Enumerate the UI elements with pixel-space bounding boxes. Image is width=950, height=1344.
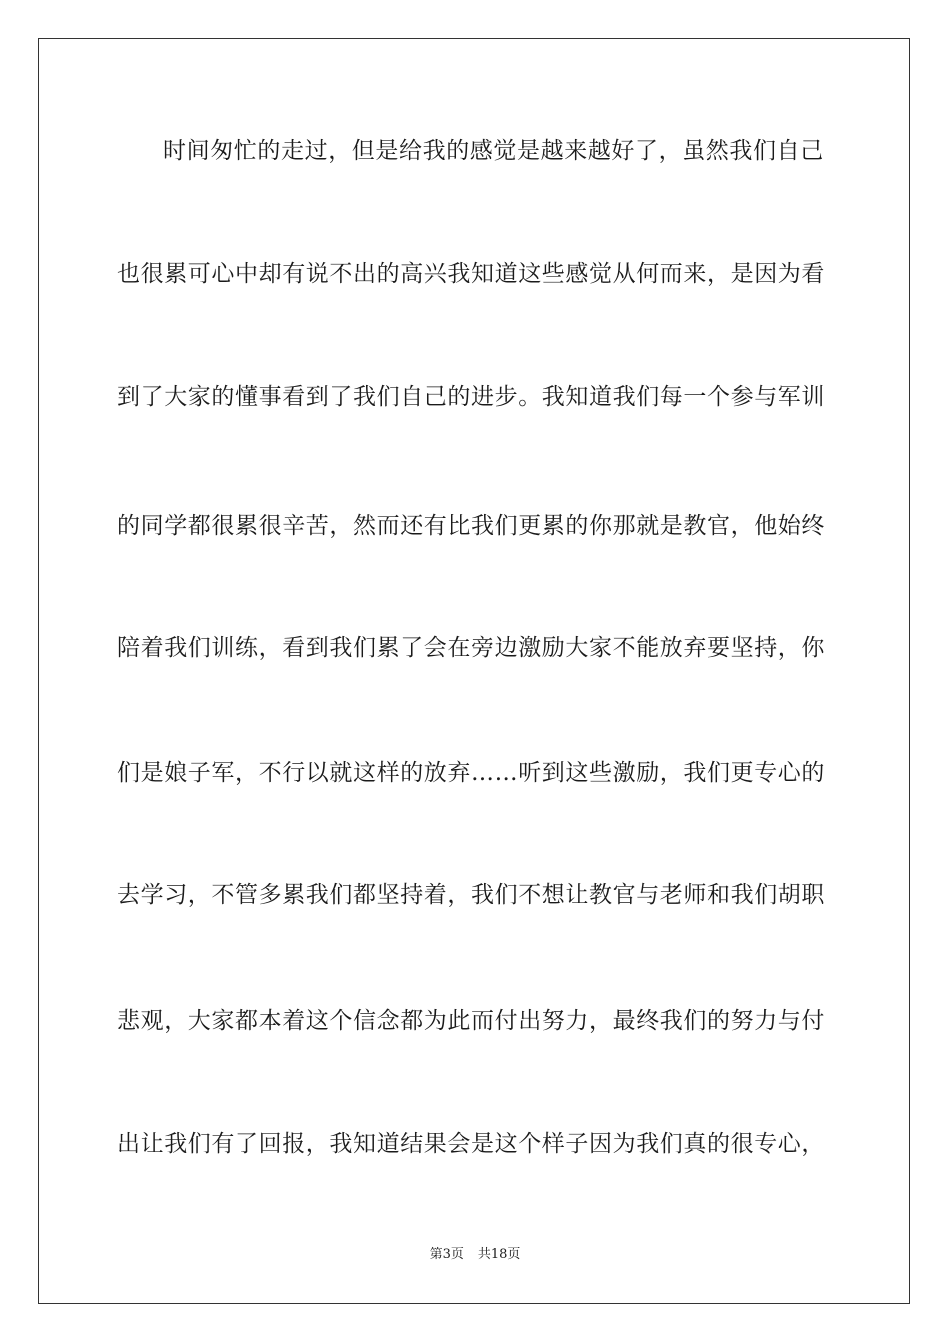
paragraph-line: 陪着我们训练，看到我们累了会在旁边激励大家不能放弃要坚持，你 [117, 635, 825, 661]
page-number: 第3页 [429, 1247, 464, 1262]
paragraph-line: 去学习，不管多累我们都坚持着，我们不想让教官与老师和我们胡职 [117, 882, 825, 908]
page-footer [0, 1247, 950, 1263]
page-border [38, 38, 910, 1304]
paragraph-line: 悲观，大家都本着这个信念都为此而付出努力，最终我们的努力与付 [117, 1008, 825, 1034]
paragraph-line: 也很累可心中却有说不出的高兴我知道这些感觉从何而来，是因为看 [117, 261, 825, 287]
paragraph-line: 们是娘子军，不行以就这样的放弃……听到这些激励，我们更专心的 [117, 760, 825, 786]
page-total: 共18页 [477, 1247, 521, 1262]
paragraph-line: 到了大家的懂事看到了我们自己的进步。我知道我们每一个参与军训 [117, 384, 825, 410]
paragraph-line: 时间匆忙的走过，但是给我的感觉是越来越好了，虽然我们自己 [163, 138, 824, 164]
paragraph-line: 出让我们有了回报，我知道结果会是这个样子因为我们真的很专心， [117, 1131, 825, 1157]
paragraph-line: 的同学都很累很辛苦，然而还有比我们更累的你那就是教官，他始终 [117, 513, 825, 539]
